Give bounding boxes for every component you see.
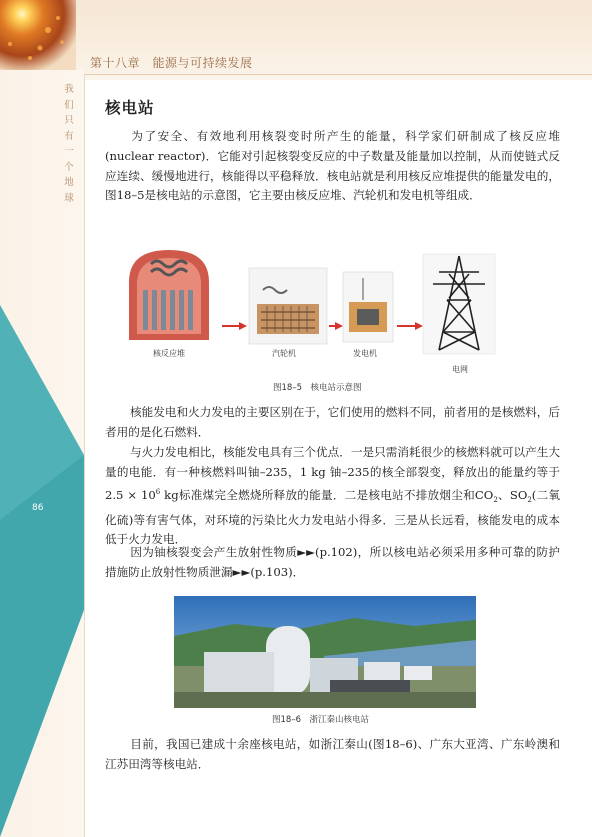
paragraph-advantages — [105, 443, 560, 550]
label-reactor: 核反应堆 — [153, 349, 185, 358]
reactor-illustration — [129, 250, 209, 340]
paragraph-intro — [105, 127, 560, 206]
paragraph-comparison — [105, 403, 560, 443]
section-title: 核电站 — [105, 99, 155, 117]
arrow-reactor-to-turbine — [222, 322, 247, 330]
paragraph-advantages-text-2: kg标准煤完全燃烧所释放的能量．二是核电站不排放烟尘和CO — [160, 487, 494, 502]
paragraph-china-plants-text: 目前，我国已建成十余座核电站，如浙江秦山(图18–6)、广东大亚湾、广东岭澳和江苏田湾等核电站． — [105, 737, 560, 771]
co2-subscript: 2 — [493, 495, 498, 504]
label-grid: 电网 — [452, 365, 468, 374]
header-divider — [84, 74, 592, 75]
turbine-illustration — [249, 268, 327, 344]
figure-18-5-diagram — [127, 242, 507, 382]
arrow-generator-to-grid — [397, 322, 423, 330]
header-band — [0, 0, 592, 80]
arrow-turbine-to-generator — [329, 322, 343, 330]
paragraph-intro-text: 为了安全、有效地利用核裂变时所产生的能量，科学家们研制成了核反应堆(nuclear reactor)．它能对引起核裂变反应的中子数量及能量加以控制，从而使链式反应连续、缓慢地进行，核能得以平稳释放．核电站就是利用核反应堆提供的能量发电的，图18–5是核电站的示意图，它主要由核反应堆、汽轮机和发电机等组成． — [105, 129, 560, 203]
label-generator: 发电机 — [353, 349, 377, 358]
paragraph-comparison-text: 核能发电和火力发电的主要区别在于，它们使用的燃料不同，前者用的是核燃料，后者用的是化石燃料． — [105, 405, 560, 439]
exponent-value: 6 — [155, 487, 161, 496]
paragraph-advantages-text-3: 、SO — [497, 487, 528, 502]
paragraph-advantages-text-4: (二氧化硫)等有害气体，对环境的污染比火力发电站小得多．三是从长远看，核能发电的成本低于火力发电． — [105, 487, 561, 547]
sidebar-vertical-label: 我们只有一个地球 — [64, 84, 74, 204]
so2-subscript: 2 — [527, 495, 532, 504]
paragraph-radiation-text: 因为铀核裂变会产生放射性物质►►(p.102)，所以核电站必须采用多种可靠的防护措施防止放射性物质泄漏►►(p.103)． — [105, 545, 560, 579]
chapter-title: 第十八章 能源与可持续发展 — [90, 56, 253, 70]
page-number: 86 — [32, 503, 44, 513]
paragraph-china-plants — [105, 735, 560, 775]
sidebar-divider — [84, 74, 85, 837]
figure-18-5-caption: 图18–5 核电站示意图 — [273, 383, 362, 393]
generator-illustration — [343, 272, 393, 342]
paragraph-advantages-text-1: 与火力发电相比，核能发电具有三个优点．一是只需消耗很少的核燃料就可以产生大量的电能．有一种核燃料叫铀–235，1 kg 铀–235的核全部裂变，释放出的能量约等于2.5 × 10 — [105, 445, 560, 502]
paragraph-radiation — [105, 543, 560, 583]
label-turbine: 汽轮机 — [272, 349, 296, 358]
figure-18-6-photo — [174, 596, 476, 708]
power-pylon-illustration — [423, 254, 495, 354]
figure-18-6-caption: 图18–6 浙江秦山核电站 — [272, 715, 369, 725]
